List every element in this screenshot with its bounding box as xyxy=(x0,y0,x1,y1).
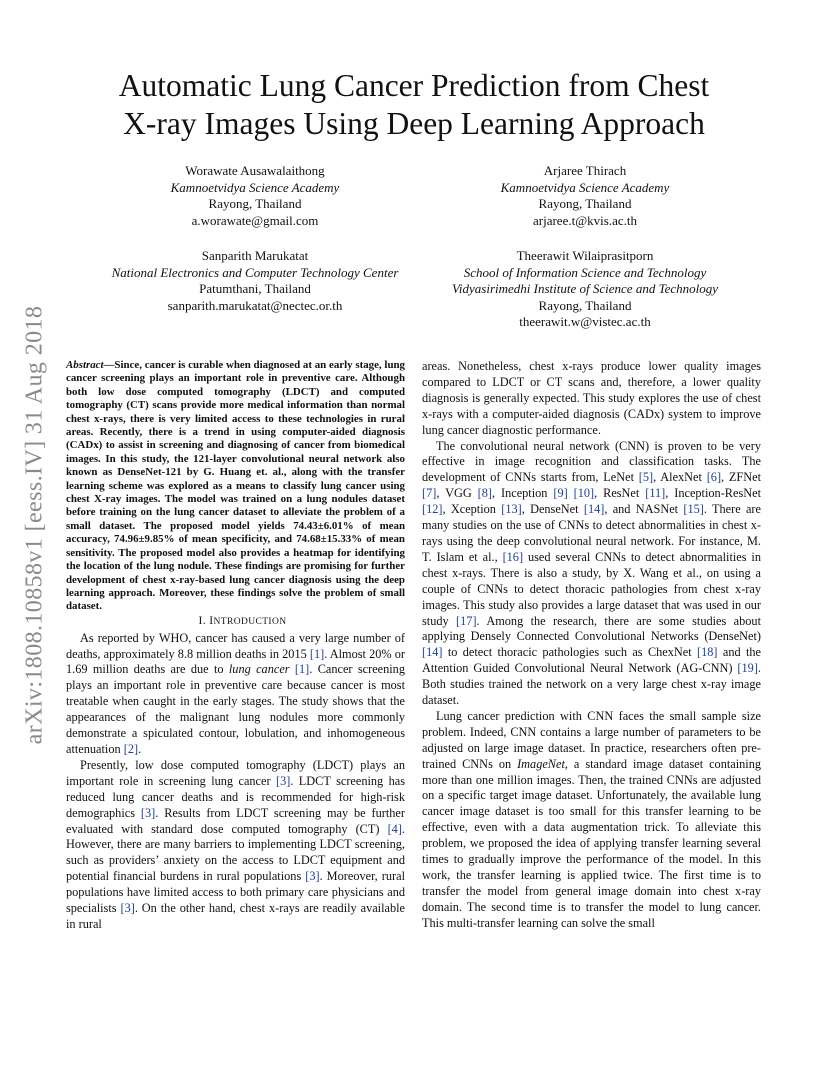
abstract-label: Abstract xyxy=(66,359,104,371)
citation-link[interactable]: [19] xyxy=(737,661,758,676)
citation-link[interactable]: [18] xyxy=(697,645,718,660)
section-number: I. xyxy=(198,614,206,627)
citation-link[interactable]: [11] xyxy=(645,486,666,501)
arxiv-identifier xyxy=(20,275,50,775)
citation-link[interactable]: [14] xyxy=(583,502,605,517)
citation-link[interactable]: [1] xyxy=(309,646,325,661)
author-email: a.worawate@gmail.com xyxy=(191,212,319,228)
citation-link[interactable]: [16] xyxy=(502,549,524,564)
intro-paragraph-4: The convolutional neural network (CNN) is proven to be very effective in image recognition and classification tasks. The development of CNNs starts from, LeNet [5], AlexNet [6], ZFNet [7], VGG [8], Inception [9] [10], ResNet [11], Inception-ResNet [12], Xception [13], DenseNet [14], and NASNet [15]. There are many studies on the use of CNNs to detect abnormalities in chest x-rays using the deep convolutional neural network. For instance, M. T. Islam et al., [16] used several CNNs to detect abnormalities in chest x-rays. There is also a study, by X. Wang et al., on using a couple of CNNs to detect thoracic pathologies from chest x-ray images. This study also provides a large dataset that was used in our study [17]. Among the research, there are some studies about applying Densely Connected Convolutional Networks (DenseNet) [14] to detect thoracic pathologies such as ChexNet [18] and the Attention Guided Convolutional Neural Network (AG-CNN) [19]. Both studies trained the network on a very large chest x-ray image dataset. xyxy=(422,438,762,708)
section-heading-introduction xyxy=(66,614,405,631)
citation-link[interactable]: [13] xyxy=(501,502,522,517)
abstract-text: —Since, cancer is curable when diagnosed at an early stage, lung cancer screening plays an important role in preventive care. Although both low dose computed tomography (LDCT) and computed tomography (CT) scans provide more medical information than normal chest x-rays, there is very limited access to these technologies in rural areas. Recently, there is a trend in using computer-aided diagnosis (CADx) to assist in screening and diagnosing of cancer from biomedical images. In this study, the 121-layer convolutional neural network also known as DenseNet-121 by G. Huang et. al., along with the transfer learning scheme was explored as a means to classify lung cancer using chest X-ray images. The model was trained on a lung nodules dataset before training on the lung cancer dataset to alleviate the problem of a small dataset. The proposed model yields 74.43±6.01% of mean accuracy, 74.96±9.85% of mean specificity, and 74.68±15.33% of mean sensitivity. The proposed model also provides a heatmap for identifying the location of the lung nodule. These findings are promising for further development of chest x-ray-based lung cancer diagnosis using the deep learning approach. Moreover, these findings solve the problem of small dataset. xyxy=(66,359,405,613)
intro-paragraph-2: Presently, low dose computed tomography (LDCT) plays an important role in screening lung cancer [3]. LDCT screening has reduced lung cancer deaths and is recommended for high-risk demographics [3]. Results from LDCT screening may be further evaluated with standard dose computed tomography (CT) [4]. However, there are many barriers to implementing LDCT screening, such as providers’ anxiety on the access to LDCT equipment and potential financial burdens in rural populations [3]. Moreover, rural populations have limited access to both primary care physicians and specialists [3]. On the other hand, chest x-rays are readily available in rural xyxy=(66,757,405,931)
citation-link[interactable]: [7] xyxy=(422,486,437,501)
left-column xyxy=(66,359,405,933)
intro-paragraph-5: Lung cancer prediction with CNN faces the small sample size problem. Indeed, CNN contains a large number of parameters to be adjusted on large image dataset. In practice, researchers often pre-trained CNNs on ImageNet, a standard image dataset containing more than one million images. Then, the trained CNNs are adjusted on a specific target image dataset. Unfortunately, the available lung cancer image dataset is too small for this transfer learning to be effective, even with a data augmentation trick. To alleviate this problem, we proposed the idea of applying transfer learning several times to gradually improve the performance of the model. In this work, the transfer learning is applied twice. The first time is to transfer the model from general image domain into chest x-ray domain. The second time is to transfer the model to lung cancer. This multi-transfer learning can solve the small xyxy=(422,708,761,930)
citation-link[interactable]: [6] xyxy=(706,470,722,485)
citation-link[interactable]: [2] xyxy=(123,741,139,756)
author-email: sanparith.marukatat@nectec.or.th xyxy=(167,297,343,313)
author-block-2 xyxy=(420,163,750,229)
citation-link[interactable]: [3] xyxy=(120,901,135,916)
paper-title-line-1: Automatic Lung Cancer Prediction from Chest xyxy=(118,68,710,103)
section-title-initial: I xyxy=(209,614,214,627)
citation-link[interactable]: [5] xyxy=(638,470,654,485)
section-title-rest: NTRODUCTION xyxy=(213,616,287,627)
author-location: Rayong, Thailand xyxy=(208,196,302,212)
citation-link[interactable]: [15] xyxy=(683,502,704,517)
author-location: Patumthani, Thailand xyxy=(199,281,311,297)
author-affiliation: Kamnoetvidya Science Academy xyxy=(170,179,340,195)
citation-link[interactable]: [14] xyxy=(422,645,443,660)
author-name: Sanparith Marukatat xyxy=(201,248,309,263)
author-block-4 xyxy=(420,248,750,331)
citation-link[interactable]: [3] xyxy=(275,773,291,788)
author-affiliation-2: Vidyasirimedhi Institute of Science and Technology xyxy=(451,281,719,297)
author-block-1 xyxy=(100,163,410,229)
citation-link[interactable]: [17] xyxy=(456,613,477,628)
author-affiliation: National Electronics and Computer Technology Center xyxy=(111,264,399,280)
intro-paragraph-3: areas. Nonetheless, chest x-rays produce lower quality images compared to LDCT or CT scans and, therefore, a lower quality diagnosis is generally expected. This study explores the use of chest x-rays with a computer-aided diagnosis (CADx) system to improve lung cancer diagnostic performance. xyxy=(422,359,761,437)
author-name: Worawate Ausawalaithong xyxy=(185,163,325,178)
citation-link[interactable]: [3] xyxy=(305,869,320,884)
author-location: Rayong, Thailand xyxy=(538,297,632,313)
abstract xyxy=(66,359,405,614)
author-block-3 xyxy=(100,248,410,314)
citation-link[interactable]: [8] xyxy=(477,486,493,501)
citation-link[interactable]: [10] xyxy=(573,486,595,501)
author-name: Theerawit Wilaiprasitporn xyxy=(516,248,654,263)
author-email: arjaree.t@kvis.ac.th xyxy=(532,212,637,228)
citation-link[interactable]: [9] xyxy=(553,486,568,501)
intro-paragraph-1: As reported by WHO, cancer has caused a very large number of deaths, approximately 8.8 million deaths in 2015 [1]. Almost 20% or 1.69 million deaths are due to lung cancer [1]. Cancer screening plays an important role in preventive care because cancer is most treatable when caught in the early stages. The study shows that the appearances of the malignant lung nodules more commonly demonstrate a spiculated contour, lobulation, and inhomogeneous attenuation [2]. xyxy=(66,630,405,756)
author-affiliation: School of Information Science and Technology xyxy=(463,264,707,280)
citation-link[interactable]: [12] xyxy=(422,502,443,517)
paper-title xyxy=(60,67,768,143)
arxiv-identifier-text: arXiv:1808.10858v1 [eess.IV] 31 Aug 2018 xyxy=(21,305,48,745)
citation-link[interactable]: [3] xyxy=(140,805,156,820)
author-name: Arjaree Thirach xyxy=(543,163,627,178)
author-affiliation: Kamnoetvidya Science Academy xyxy=(500,179,670,195)
author-location: Rayong, Thailand xyxy=(538,196,632,212)
paper-title-line-2: X-ray Images Using Deep Learning Approach xyxy=(123,106,705,141)
author-email: theerawit.w@vistec.ac.th xyxy=(519,314,651,330)
right-column xyxy=(422,359,761,932)
citation-link[interactable]: [4] xyxy=(387,821,402,836)
citation-link[interactable]: [1] xyxy=(294,662,310,677)
